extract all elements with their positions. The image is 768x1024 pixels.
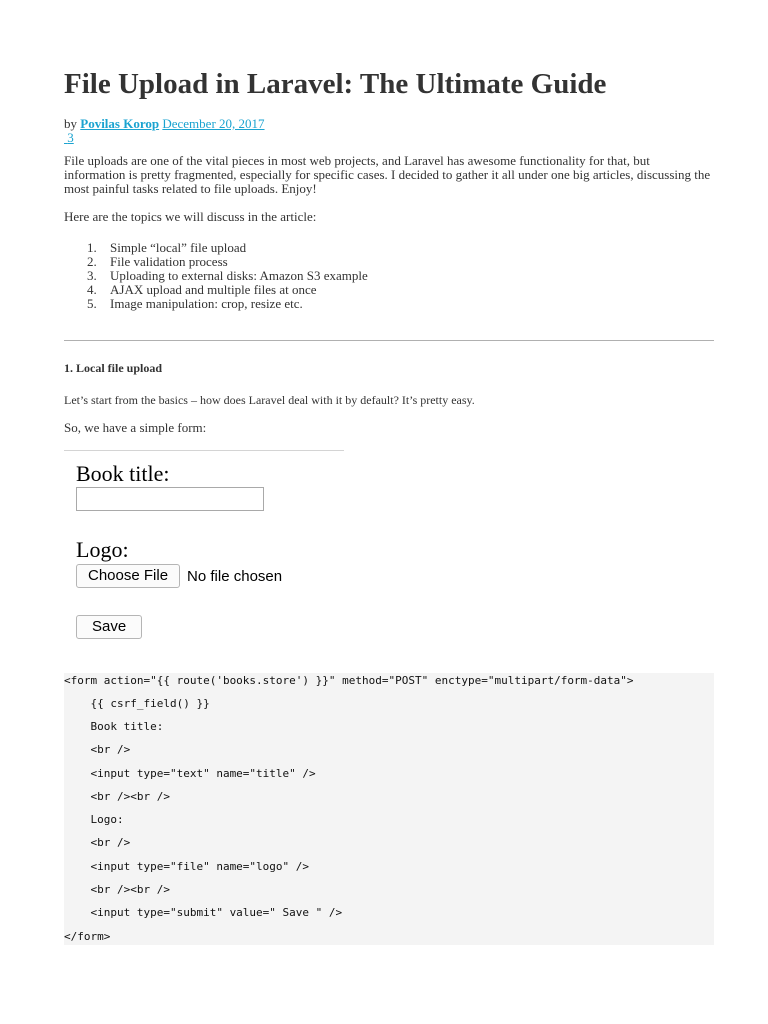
code-line: <br /> [64, 743, 131, 756]
intro-paragraph: File uploads are one of the vital pieces in most web projects, and Laravel has awesome functionality for that, but information is pretty fragmented, especially for specific cases. I decided to gather it all under one big articles, discussing the most painful tasks related to file uploads. Enjoy! [64, 153, 711, 196]
code-line: <br /><br /> [64, 790, 170, 803]
byline-prefix: by [64, 116, 77, 131]
list-item-label: Image manipulation: crop, resize etc. [110, 296, 303, 311]
comments-count: 3 [67, 130, 74, 145]
author-link[interactable]: Povilas Korop [80, 116, 160, 131]
byline [64, 117, 265, 131]
date-link[interactable]: December 20, 2017 [162, 116, 265, 131]
file-picker [76, 564, 282, 588]
list-item [64, 269, 368, 283]
code-line: <input type="submit" value=" Save " /> [64, 906, 343, 919]
code-line: <input type="file" name="logo" /> [64, 860, 310, 873]
form-screenshot [64, 450, 344, 651]
code-line: {{ csrf_field() }} [64, 697, 210, 710]
code-line: <form action="{{ route('books.store') }}" method="POST" enctype="multipart/form-data"> [64, 674, 634, 687]
code-block [64, 673, 714, 945]
list-item [64, 255, 368, 269]
list-number: 2. [87, 254, 97, 269]
no-file-text: No file chosen [187, 567, 283, 585]
comments-line [64, 131, 74, 145]
topics-list [64, 241, 368, 311]
code-line: Logo: [64, 813, 124, 826]
basics-paragraph: Let’s start from the basics – how does Laravel deal with it by default? It’s pretty easy. [64, 393, 475, 407]
list-number: 3. [87, 268, 97, 283]
list-item-label: File validation process [110, 254, 228, 269]
list-item [64, 241, 368, 255]
list-number: 4. [87, 282, 97, 297]
comments-count-link[interactable] [64, 130, 74, 145]
choose-file-button: Choose File [76, 564, 180, 588]
list-item-label: Simple “local” file upload [110, 240, 247, 255]
article-title: File Upload in Laravel: The Ultimate Guide [64, 68, 607, 100]
book-title-label: Book title: [76, 461, 170, 486]
list-item [64, 283, 368, 297]
list-item-label: Uploading to external disks: Amazon S3 example [110, 268, 368, 283]
list-number: 5. [87, 296, 97, 311]
code-line: <br /><br /> [64, 883, 170, 896]
code-line: Book title: [64, 720, 164, 733]
logo-label: Logo: [76, 537, 129, 562]
topics-intro: Here are the topics we will discuss in the article: [64, 209, 317, 224]
list-item [64, 297, 368, 311]
save-button: Save [76, 615, 142, 639]
code-line: <input type="text" name="title" /> [64, 767, 316, 780]
list-number: 1. [87, 240, 97, 255]
section-heading: 1. Local file upload [64, 361, 163, 375]
form-intro-paragraph: So, we have a simple form: [64, 420, 207, 435]
book-title-input [76, 487, 264, 511]
code-line: <br /> [64, 836, 131, 849]
code-line: </form> [64, 930, 111, 943]
list-item-label: AJAX upload and multiple files at once [110, 282, 317, 297]
section-divider [64, 340, 714, 341]
